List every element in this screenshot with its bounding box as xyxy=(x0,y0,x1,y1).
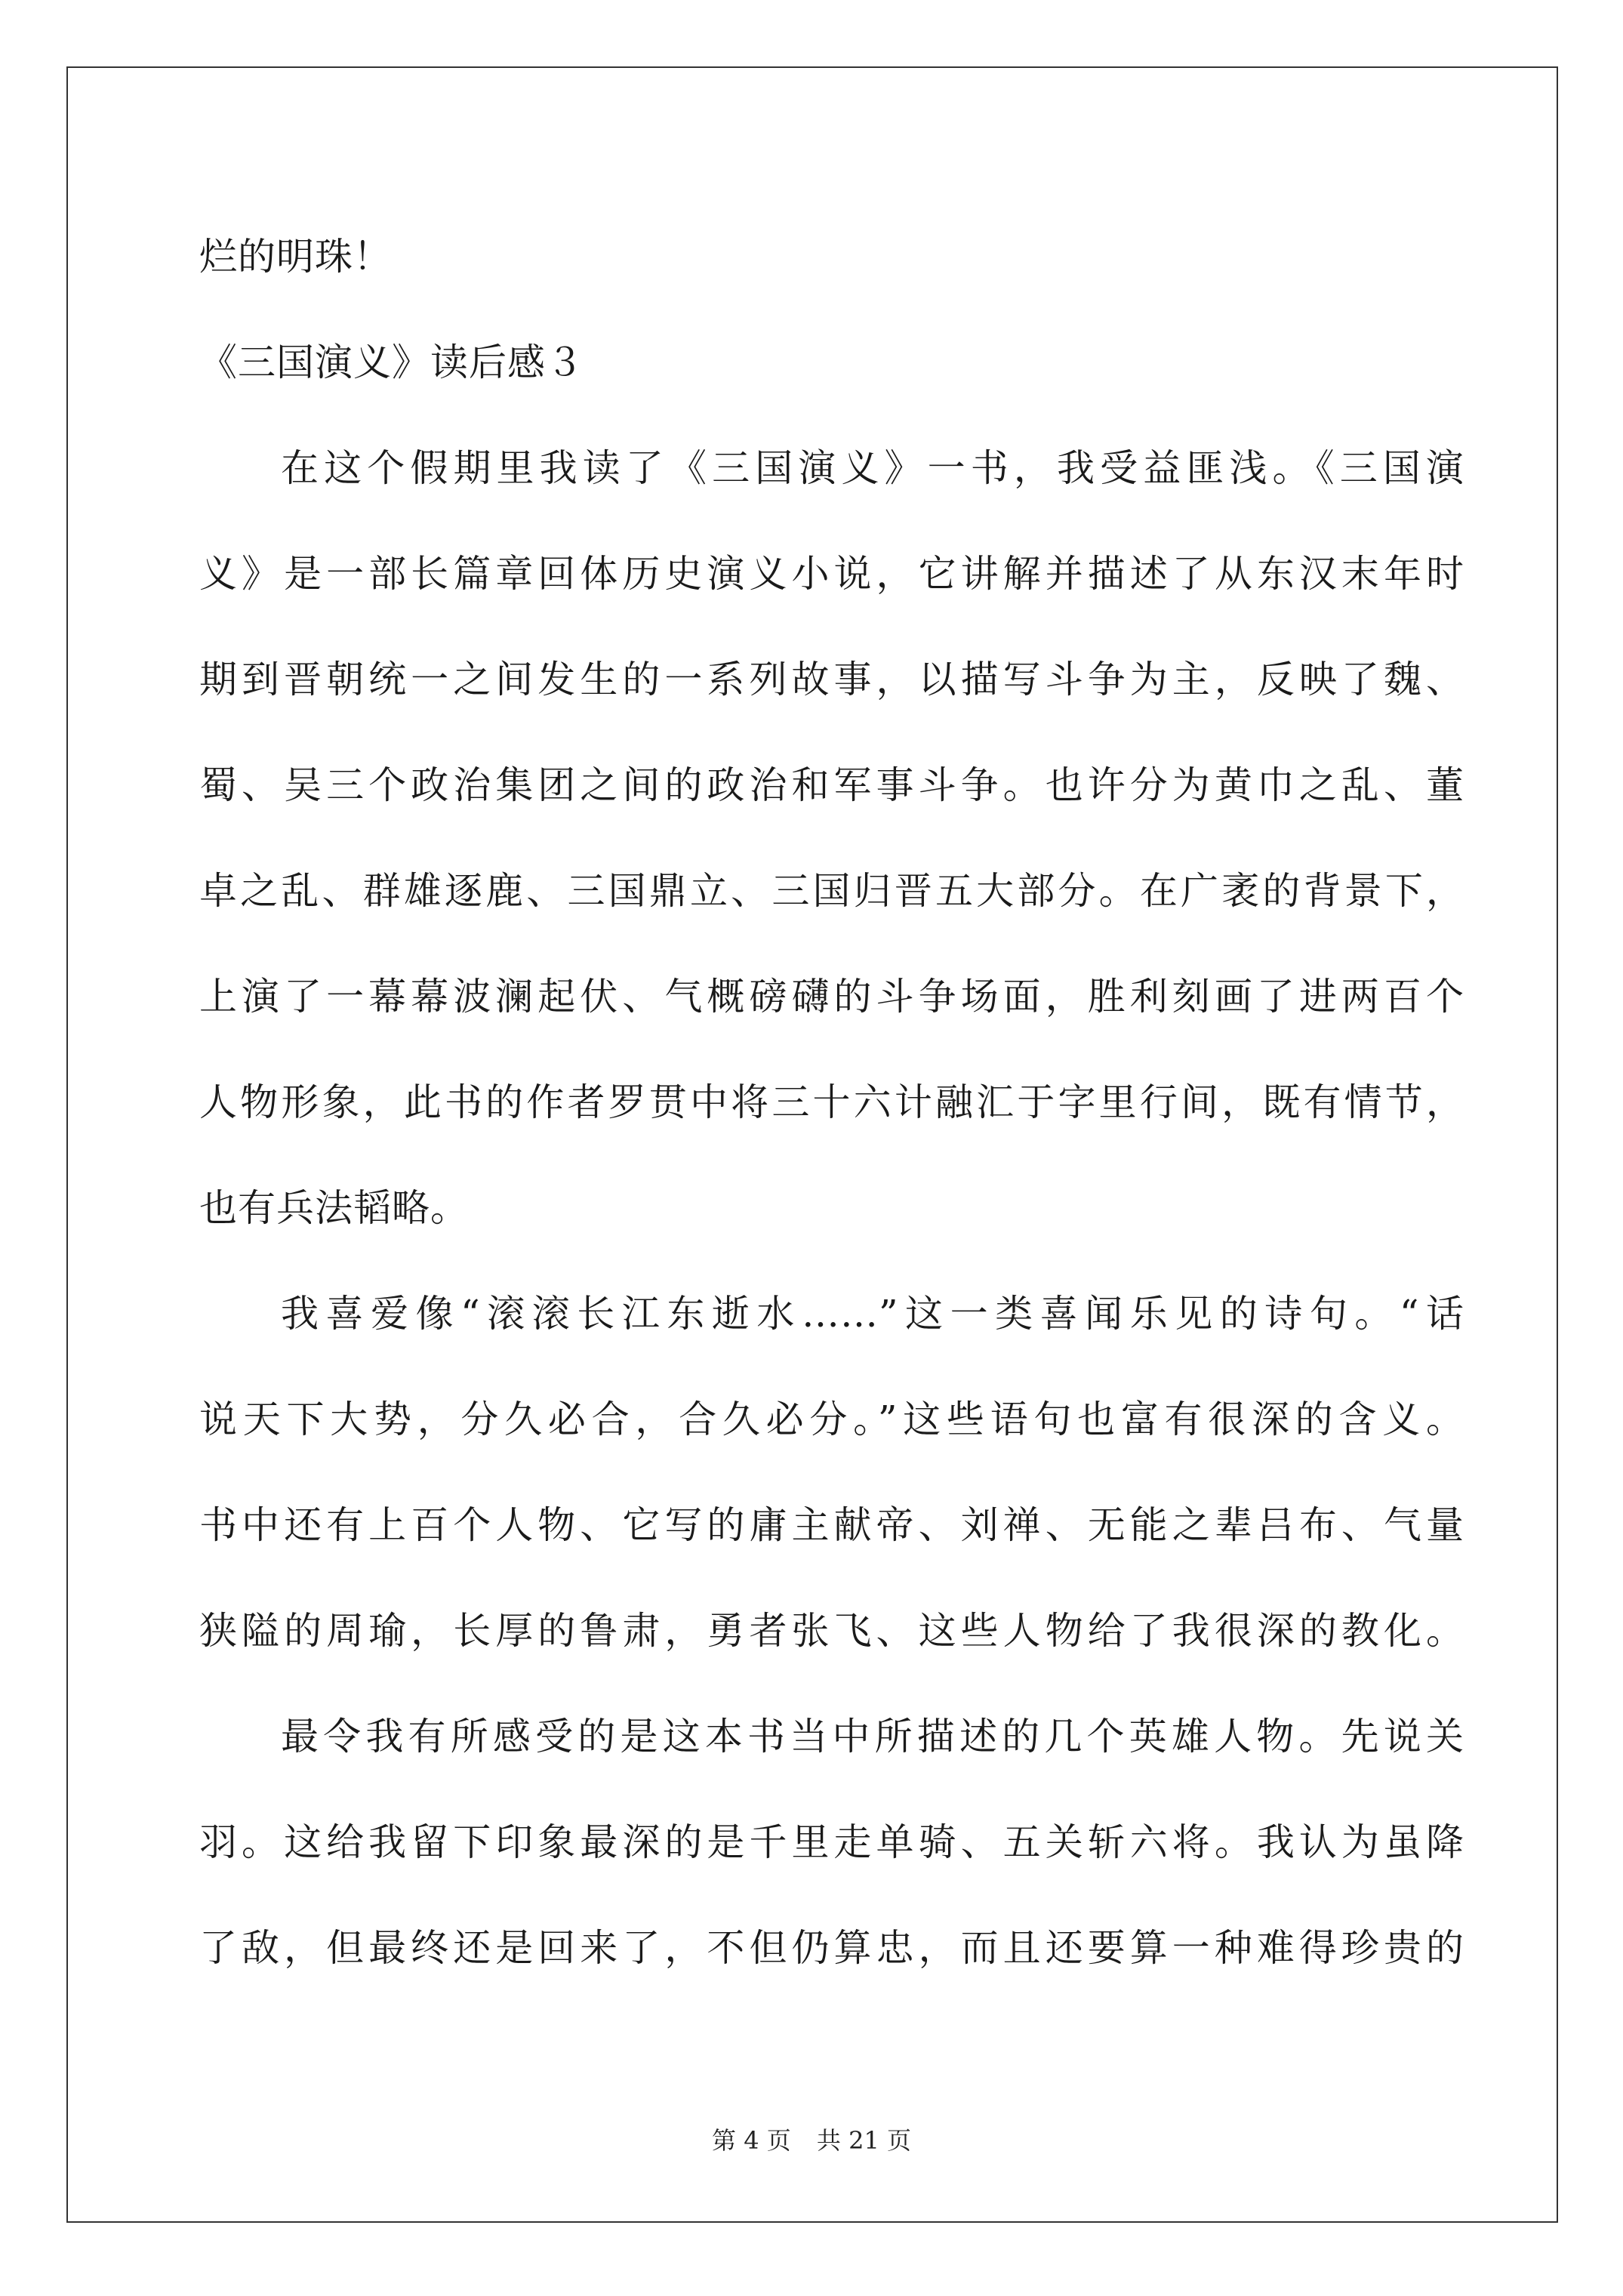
text-line: 狭隘的周瑜，长厚的鲁肃，勇者张飞、这些人物给了我很深的教化。 xyxy=(199,1609,1464,1653)
text-line: 我喜爱像“滚滚长江东逝水……”这一类喜闻乐见的诗句。“话 xyxy=(281,1292,1464,1336)
page-number: 第 4 页 xyxy=(712,2126,791,2155)
document-body xyxy=(199,204,1464,2001)
text-line: 最令我有所感受的是这本书当中所描述的几个英雄人物。先说关 xyxy=(281,1715,1464,1758)
text-line: 人物形象，此书的作者罗贯中将三十六计融汇于字里行间，既有情节， xyxy=(199,1080,1464,1124)
text-line: 期到晋朝统一之间发生的一系列故事，以描写斗争为主，反映了魏、 xyxy=(199,658,1464,701)
text-line: 了敌，但最终还是回来了，不但仍算忠，而且还要算一种难得珍贵的 xyxy=(199,1926,1464,1970)
section-heading: 《三国演义》读后感３ xyxy=(199,341,584,384)
text-line: 蜀、吴三个政治集团之间的政治和军事斗争。也许分为黄巾之乱、董 xyxy=(199,763,1464,807)
text-line: 卓之乱、群雄逐鹿、三国鼎立、三国归晋五大部分。在广袤的背景下， xyxy=(199,869,1464,913)
text-line: 在这个假期里我读了《三国演义》一书，我受益匪浅。《三国演 xyxy=(281,446,1464,490)
text-line: 上演了一幕幕波澜起伏、气概磅礴的斗争场面，胜利刻画了进两百个 xyxy=(199,975,1464,1019)
text-line: 书中还有上百个人物、它写的庸主献帝、刘禅、无能之辈吕布、气量 xyxy=(199,1503,1464,1547)
page-footer xyxy=(0,2122,1623,2156)
text-line: 也有兵法韬略。 xyxy=(199,1186,469,1230)
text-line: 义》是一部长篇章回体历史演义小说，它讲解并描述了从东汉末年时 xyxy=(199,552,1464,596)
page-total: 共 21 页 xyxy=(816,2126,911,2155)
text-line: 烂的明珠！ xyxy=(199,235,392,279)
text-line: 说天下大势，分久必合，合久必分。”这些语句也富有很深的含义。 xyxy=(199,1398,1464,1441)
text-line: 羽。这给我留下印象最深的是千里走单骑、五关斩六将。我认为虽降 xyxy=(199,1820,1464,1864)
